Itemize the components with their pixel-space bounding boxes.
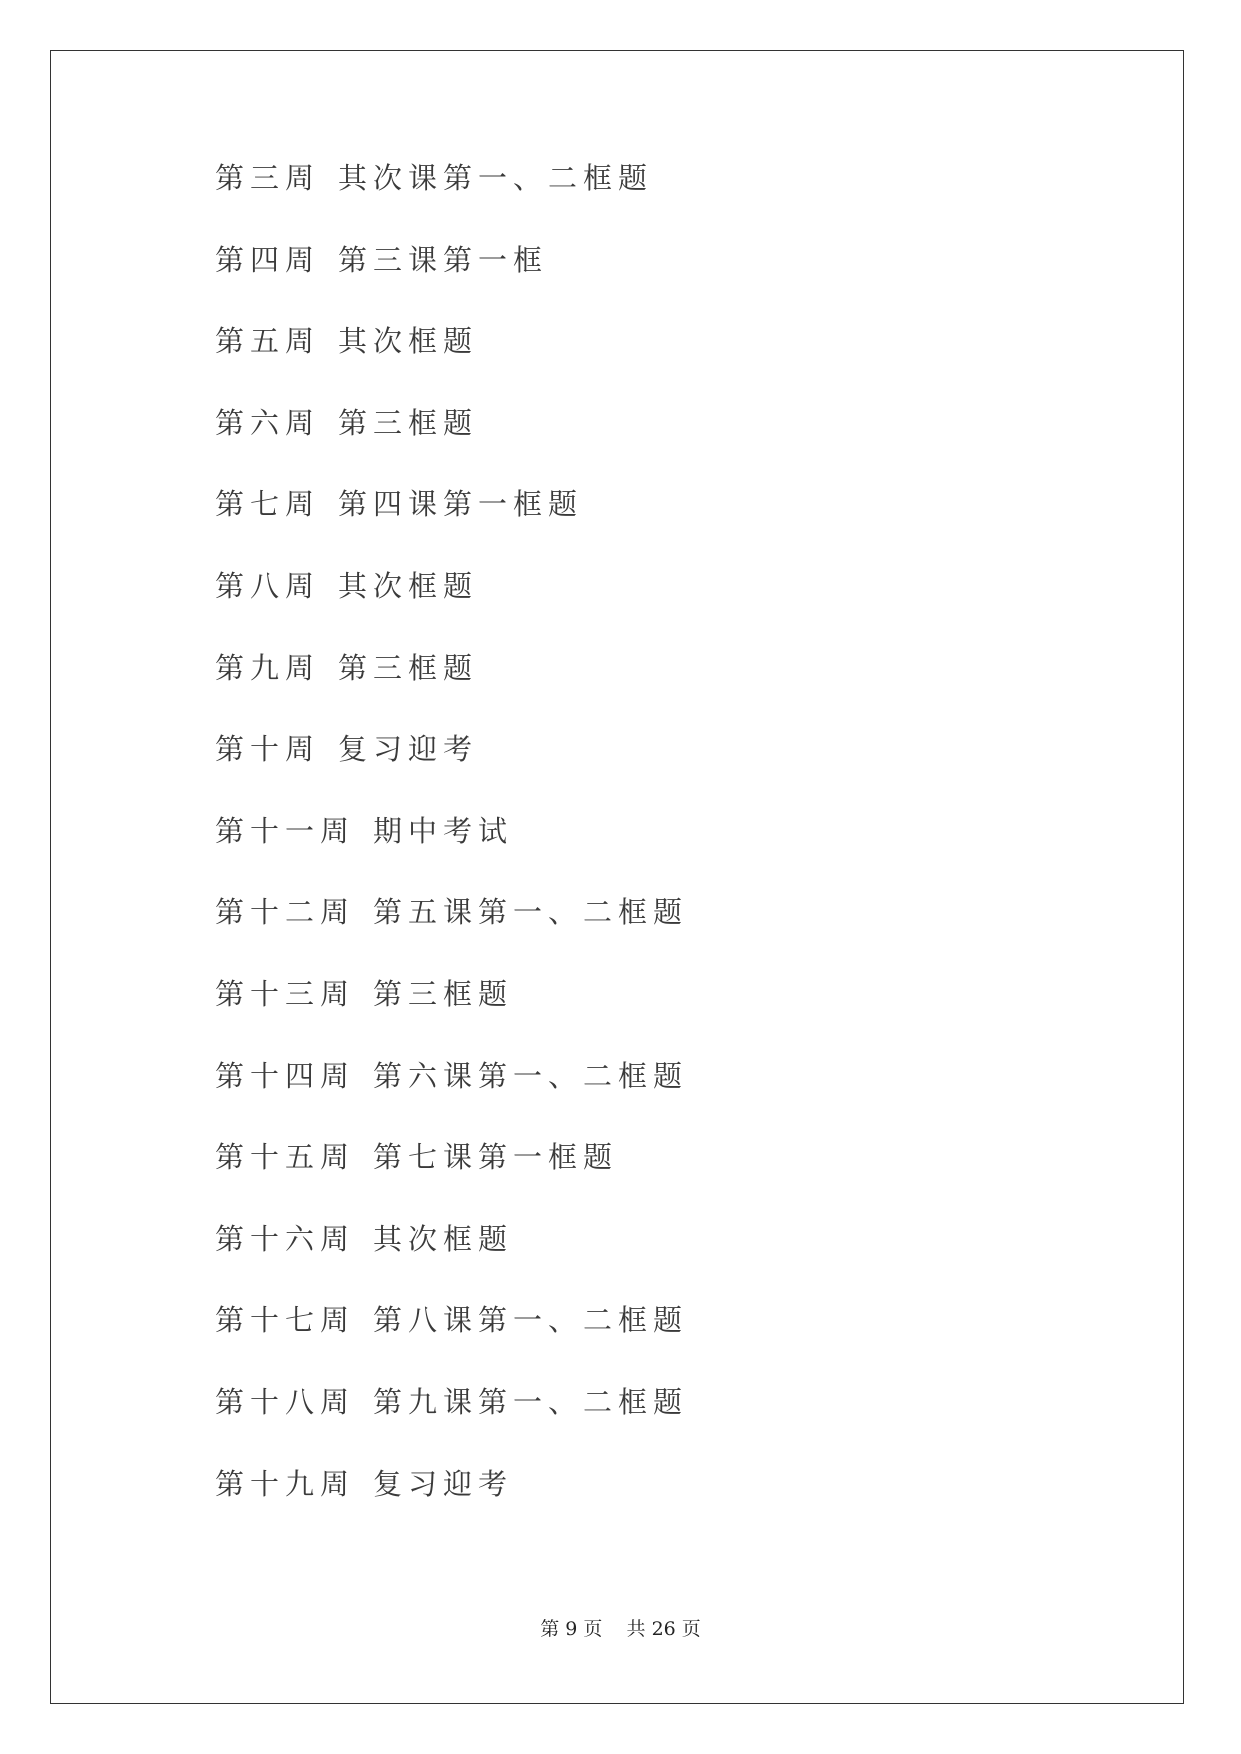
week-label: 第十周 [215,732,321,767]
page-number: 第 9 页 [540,1618,603,1640]
week-content: 第三框题 [373,976,514,1011]
week-content: 第三框题 [338,405,479,440]
week-content: 第四课第一框题 [338,487,584,522]
week-label: 第八周 [215,568,321,603]
week-content: 第三框题 [338,650,479,685]
week-content: 复习迎考 [373,1466,514,1501]
week-label: 第十二周 [215,895,356,930]
schedule-row [215,894,688,976]
week-label: 第六周 [215,405,321,440]
week-label: 第九周 [215,650,321,685]
week-content: 复习迎考 [338,732,479,767]
schedule-row [215,1302,688,1384]
week-label: 第十一周 [215,813,356,848]
week-content: 第八课第一、二框题 [373,1303,689,1338]
week-label: 第十四周 [215,1058,356,1093]
week-label: 第十三周 [215,976,356,1011]
week-label: 第七周 [215,487,321,522]
schedule-row [215,568,688,650]
week-label: 第十五周 [215,1140,356,1175]
week-content: 其次框题 [338,568,479,603]
schedule-row [215,1058,688,1140]
week-label: 第十九周 [215,1466,356,1501]
page-footer [0,1614,1241,1641]
week-content: 第六课第一、二框题 [373,1058,689,1093]
week-label: 第三周 [215,161,321,195]
week-label: 第四周 [215,242,321,277]
week-content: 期中考试 [373,813,514,848]
schedule-row [215,731,688,813]
week-content: 其次课第一、二框题 [338,161,654,195]
schedule-row [215,1139,688,1221]
week-content: 第五课第一、二框题 [373,895,689,930]
week-label: 第十七周 [215,1303,356,1338]
week-content: 其次框题 [373,1221,514,1256]
schedule-row [215,976,688,1058]
schedule-row [215,1384,688,1466]
week-label: 第五周 [215,324,321,359]
schedule-row [215,160,688,242]
week-content: 第七课第一框题 [373,1140,619,1175]
week-label: 第十六周 [215,1221,356,1256]
page-total: 共 26 页 [626,1618,701,1640]
week-label: 第十八周 [215,1384,356,1419]
schedule-row [215,1221,688,1303]
schedule-row [215,486,688,568]
schedule-row [215,1466,688,1548]
schedule-row [215,405,688,487]
week-content: 第九课第一、二框题 [373,1384,689,1419]
schedule-row [215,323,688,405]
schedule-row [215,813,688,895]
week-content: 其次框题 [338,324,479,359]
weekly-schedule-list [215,160,688,1547]
schedule-row [215,650,688,732]
schedule-row [215,242,688,324]
week-content: 第三课第一框 [338,242,549,277]
